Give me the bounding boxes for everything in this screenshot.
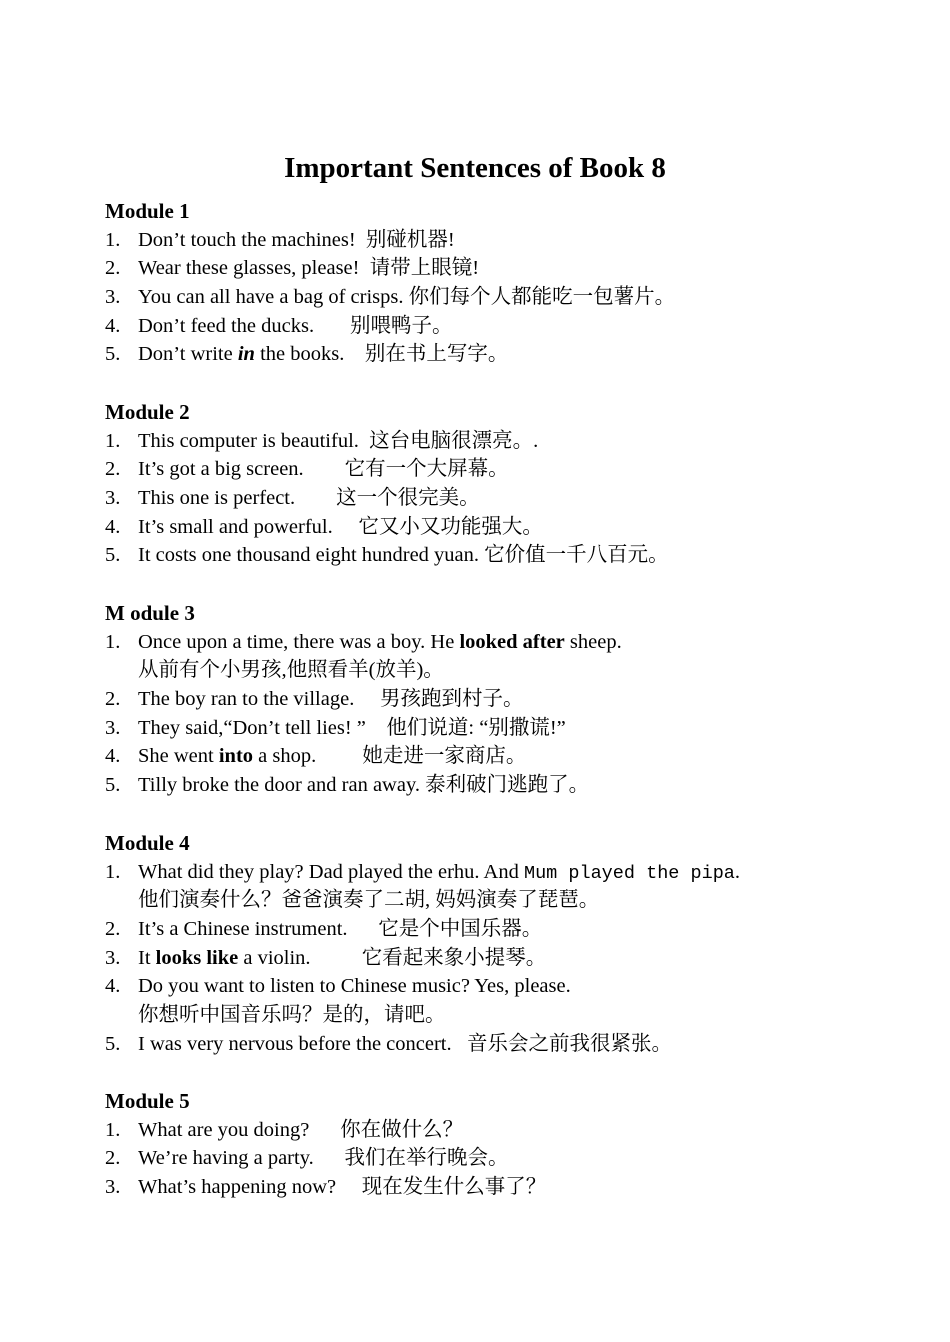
text-run: Tilly broke the door and ran away. — [138, 774, 426, 797]
sentence-text — [138, 1144, 509, 1173]
item-number: 1. — [105, 1118, 121, 1141]
sentence-text — [138, 541, 669, 570]
sentence-text — [138, 656, 444, 685]
item-number: 5. — [105, 544, 121, 567]
text-run: This one is perfect. — [138, 487, 337, 509]
item-number: 2. — [105, 257, 121, 280]
emphasis-phrase: in — [237, 343, 255, 366]
item-number: 1. — [105, 429, 121, 452]
item-number: 3. — [105, 946, 121, 969]
text-run: This computer is beautiful. — [138, 429, 370, 452]
item-number: 2. — [105, 458, 121, 481]
text-run: It costs one thousand eight hundred yuan. — [138, 544, 485, 567]
sentence-text — [138, 714, 566, 743]
module-heading: Module 5 — [105, 1089, 190, 1113]
text-run: 它又小又功能强大。 — [358, 515, 543, 538]
text-run: You can all have a bag of crisps. — [138, 286, 409, 308]
text-run: 别喂鸭子。 — [349, 314, 453, 337]
sentence-text — [138, 944, 546, 973]
text-run: 别碰机器! — [365, 228, 455, 251]
sentence-text — [138, 254, 479, 283]
sentence-text — [138, 858, 740, 888]
item-number: 1. — [105, 228, 121, 251]
item-number: 5. — [105, 774, 121, 797]
page-title: Important Sentences of Book 8 — [284, 152, 666, 184]
item-number: 2. — [105, 918, 121, 940]
text-run: 男孩跑到村子。 — [379, 688, 524, 710]
text-run: 你们每个人都能吃一包薯片。 — [408, 286, 676, 308]
sentence-text — [138, 628, 622, 657]
text-run: Wear these glasses, please! — [138, 257, 370, 280]
item-number: 3. — [105, 716, 121, 739]
item-number: 4. — [105, 314, 121, 337]
sentence-text — [138, 312, 452, 341]
text-run: a violin. 它看起来象小提琴。 — [238, 946, 547, 969]
text-run: 它价值一千八百元。 — [484, 544, 669, 567]
text-run: 请带上眼镜! — [369, 257, 480, 280]
item-number: 1. — [105, 860, 121, 883]
text-run: 它是个中国乐器。 — [378, 918, 543, 940]
emphasis-phrase: into — [218, 745, 254, 768]
text-run: the books. 别在书上写字。 — [254, 343, 509, 366]
sentence-text — [138, 771, 589, 800]
item-number: 5. — [105, 343, 121, 366]
item-number: 3. — [105, 1176, 121, 1198]
text-run: It — [138, 946, 156, 969]
text-run: 从前有个小男孩,他照看羊(放羊)。 — [138, 659, 444, 682]
text-run: 他们说道: “别撒谎!” — [386, 716, 566, 739]
text-run: a shop. 她走进一家商店。 — [253, 745, 527, 768]
text-run: 他们演奏什么？爸爸演奏了二胡, 妈妈演奏了琵琶。 — [138, 889, 600, 912]
text-run: It’s got a big screen. — [138, 458, 345, 481]
text-run: 它有一个大屏幕。 — [344, 458, 509, 481]
text-run: 这台电脑很漂亮。. — [369, 429, 539, 452]
sentence-text — [138, 886, 599, 915]
text-run: The boy ran to the village. — [138, 688, 380, 710]
sentence-text — [138, 972, 571, 1001]
sentence-text — [138, 1173, 546, 1202]
text-run: 现在发生什么事了？ — [361, 1176, 547, 1198]
item-number: 1. — [105, 630, 121, 653]
item-number: 2. — [105, 1147, 121, 1170]
sentence-text — [138, 340, 508, 369]
item-number: 5. — [105, 1032, 121, 1055]
text-run: sheep. — [564, 630, 622, 653]
item-number: 3. — [105, 286, 121, 308]
module-heading: Module 4 — [105, 831, 190, 855]
module-heading: Module 2 — [105, 400, 190, 424]
text-run: 音乐会之前我很紧张。 — [467, 1032, 673, 1055]
text-run: Don’t touch the machines! — [138, 228, 366, 251]
text-run: 泰利破门逃跑了。 — [425, 774, 590, 797]
sentence-text — [138, 226, 455, 255]
sentence-text — [138, 742, 526, 771]
module-heading: M odule 3 — [105, 601, 195, 625]
text-run: Mum played the pipa — [523, 862, 735, 884]
item-number: 3. — [105, 487, 121, 509]
sentence-text — [138, 1116, 463, 1145]
text-run: We’re having a party. — [138, 1147, 345, 1170]
text-run: It’s small and powerful. — [138, 515, 359, 538]
text-run: What are you doing? — [138, 1118, 341, 1141]
sentence-text — [138, 1030, 672, 1059]
module-heading: Module 1 — [105, 199, 190, 223]
text-run: What did they play? Dad played the erhu. And — [138, 860, 524, 883]
sentence-text — [138, 915, 542, 944]
text-run: . — [734, 860, 741, 883]
text-run: What’s happening now? — [138, 1176, 362, 1198]
sentence-text — [138, 283, 675, 312]
text-run: Don’t feed the ducks. — [138, 314, 350, 337]
item-number: 4. — [105, 745, 121, 768]
emphasis-phrase: looked after — [459, 630, 565, 653]
sentence-text — [138, 427, 538, 456]
sentence-text — [138, 1001, 446, 1030]
sentence-text — [138, 513, 543, 542]
text-run: Don’t write — [138, 343, 238, 366]
item-number: 4. — [105, 975, 121, 998]
sentence-text — [138, 455, 509, 484]
text-run: 你在做什么？ — [340, 1118, 464, 1141]
item-number: 2. — [105, 688, 121, 710]
text-run: 这一个很完美。 — [336, 487, 480, 509]
text-run: Once upon a time, there was a boy. He — [138, 630, 460, 653]
emphasis-phrase: looks like — [155, 946, 239, 969]
sentence-text — [138, 484, 480, 513]
text-run: It’s a Chinese instrument. — [138, 918, 379, 940]
text-run: I was very nervous before the concert. — [138, 1032, 468, 1055]
sentence-text — [138, 685, 523, 714]
text-run: 你想听中国音乐吗？是的，请吧。 — [138, 1004, 446, 1027]
text-run: Do you want to listen to Chinese music? Yes, please. — [138, 975, 571, 998]
text-run: They said,“Don’t tell lies! ” — [138, 716, 387, 739]
item-number: 4. — [105, 515, 121, 538]
text-run: 我们在举行晚会。 — [344, 1147, 509, 1170]
text-run: She went — [138, 745, 219, 768]
